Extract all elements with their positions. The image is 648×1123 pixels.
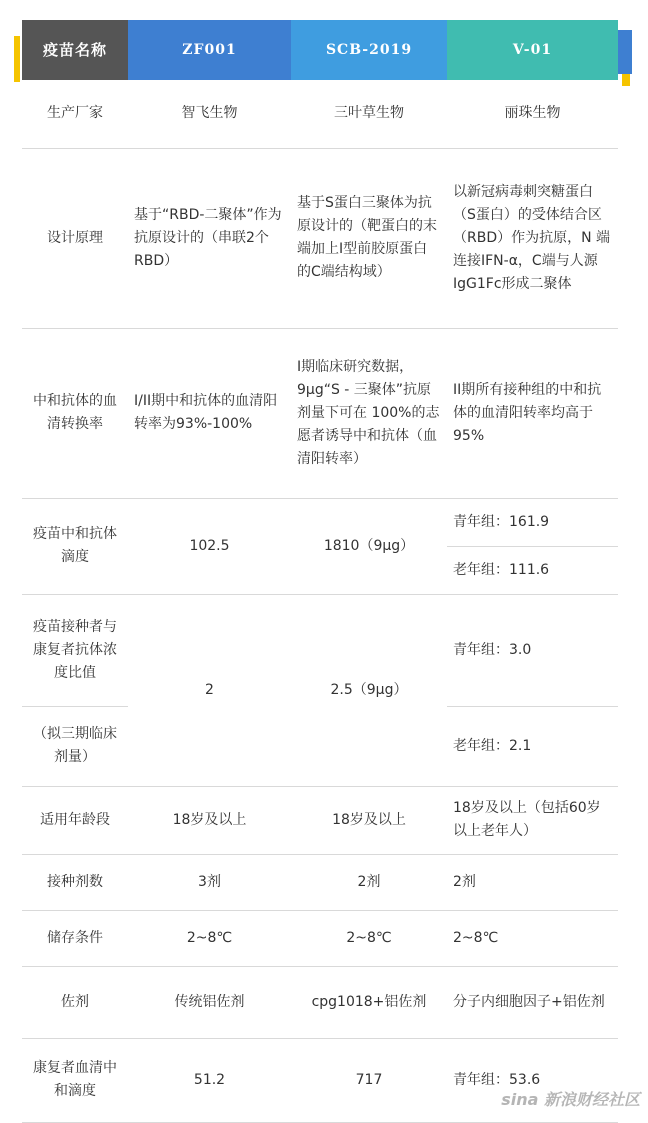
cell-convalescent-zf001: 51.2 xyxy=(128,1038,291,1122)
cell-adjuvant-scb2019: cpg1018+铝佐剂 xyxy=(291,966,447,1038)
header-vaccine-name: 疫苗名称 xyxy=(22,20,128,80)
vaccine-comparison-table xyxy=(22,20,618,1123)
row-label-storage: 储存条件 xyxy=(22,910,128,966)
cell-ratio-v01-old: 老年组：2.1 xyxy=(447,706,618,786)
sina-watermark: sina 新浪财经社区 xyxy=(501,1090,640,1109)
cell-age-scb2019: 18岁及以上 xyxy=(291,786,447,854)
cell-principle-v01: 以新冠病毒刺突糖蛋白（S蛋白）的受体结合区（RBD）作为抗原，N 端连接IFN-α，C端与人源IgG1Fc形成二聚体 xyxy=(447,148,618,328)
table-row xyxy=(22,594,618,706)
cell-titer-scb2019: 1810（9μg） xyxy=(291,498,447,594)
cell-age-zf001: 18岁及以上 xyxy=(128,786,291,854)
table-row xyxy=(22,80,618,148)
row-label-seroconversion: 中和抗体的血清转换率 xyxy=(22,328,128,498)
table-row xyxy=(22,498,618,546)
row-label-adjuvant: 佐剂 xyxy=(22,966,128,1038)
cell-seroconversion-zf001: I/II期中和抗体的血清阳转率为93%-100% xyxy=(128,328,291,498)
cell-seroconversion-scb2019: I期临床研究数据，9μg“S - 三聚体”抗原剂量下可在 100%的志愿者诱导中和抗体（血清阳转率） xyxy=(291,328,447,498)
row-label-age: 适用年龄段 xyxy=(22,786,128,854)
cell-titer-zf001: 102.5 xyxy=(128,498,291,594)
cell-convalescent-v01: 青年组：53.6 xyxy=(447,1038,618,1122)
row-label-titer: 疫苗中和抗体滴度 xyxy=(22,498,128,594)
cell-doses-scb2019: 2剂 xyxy=(291,854,447,910)
cell-age-v01: 18岁及以上（包括60岁以上老年人） xyxy=(447,786,618,854)
table-row xyxy=(22,910,618,966)
cell-maker-v01: 丽珠生物 xyxy=(447,80,618,148)
cell-storage-scb2019: 2~8℃ xyxy=(291,910,447,966)
table-row xyxy=(22,854,618,910)
accent-bar-right-yellow xyxy=(622,74,630,86)
cell-ratio-scb2019: 2.5（9μg） xyxy=(291,594,447,786)
table-row xyxy=(22,328,618,498)
cell-storage-zf001: 2~8℃ xyxy=(128,910,291,966)
header-v01: V-01 xyxy=(447,20,618,80)
cell-doses-v01: 2剂 xyxy=(447,854,618,910)
cell-convalescent-scb2019: 717 xyxy=(291,1038,447,1122)
header-row xyxy=(22,20,618,80)
cell-maker-zf001: 智飞生物 xyxy=(128,80,291,148)
table-row xyxy=(22,148,618,328)
row-label-ratio-note: （拟三期临床剂量） xyxy=(22,706,128,786)
row-label-convalescent: 康复者血清中和滴度 xyxy=(22,1038,128,1122)
cell-principle-scb2019: 基于S蛋白三聚体为抗原设计的（靶蛋白的末端加上I型前胶原蛋白的C端结构域） xyxy=(291,148,447,328)
cell-storage-v01: 2~8℃ xyxy=(447,910,618,966)
cell-ratio-zf001: 2 xyxy=(128,594,291,786)
cell-adjuvant-zf001: 传统铝佐剂 xyxy=(128,966,291,1038)
cell-principle-zf001: 基于“RBD-二聚体”作为抗原设计的（串联2个RBD） xyxy=(128,148,291,328)
cell-ratio-v01-young: 青年组：3.0 xyxy=(447,594,618,706)
row-label-principle: 设计原理 xyxy=(22,148,128,328)
row-label-maker: 生产厂家 xyxy=(22,80,128,148)
header-zf001: ZF001 xyxy=(128,20,291,80)
table-row xyxy=(22,966,618,1038)
accent-bar-left-yellow xyxy=(14,36,20,82)
row-label-doses: 接种剂数 xyxy=(22,854,128,910)
cell-titer-v01-young: 青年组：161.9 xyxy=(447,498,618,546)
header-scb2019: SCB-2019 xyxy=(291,20,447,80)
cell-maker-scb2019: 三叶草生物 xyxy=(291,80,447,148)
cell-titer-v01-old: 老年组：111.6 xyxy=(447,546,618,594)
cell-adjuvant-v01: 分子内细胞因子+铝佐剂 xyxy=(447,966,618,1038)
cell-doses-zf001: 3剂 xyxy=(128,854,291,910)
cell-seroconversion-v01: II期所有接种组的中和抗体的血清阳转率均高于 95% xyxy=(447,328,618,498)
accent-bar-right-blue xyxy=(618,30,632,74)
table-row xyxy=(22,786,618,854)
row-label-ratio: 疫苗接种者与康复者抗体浓度比值 xyxy=(22,594,128,706)
